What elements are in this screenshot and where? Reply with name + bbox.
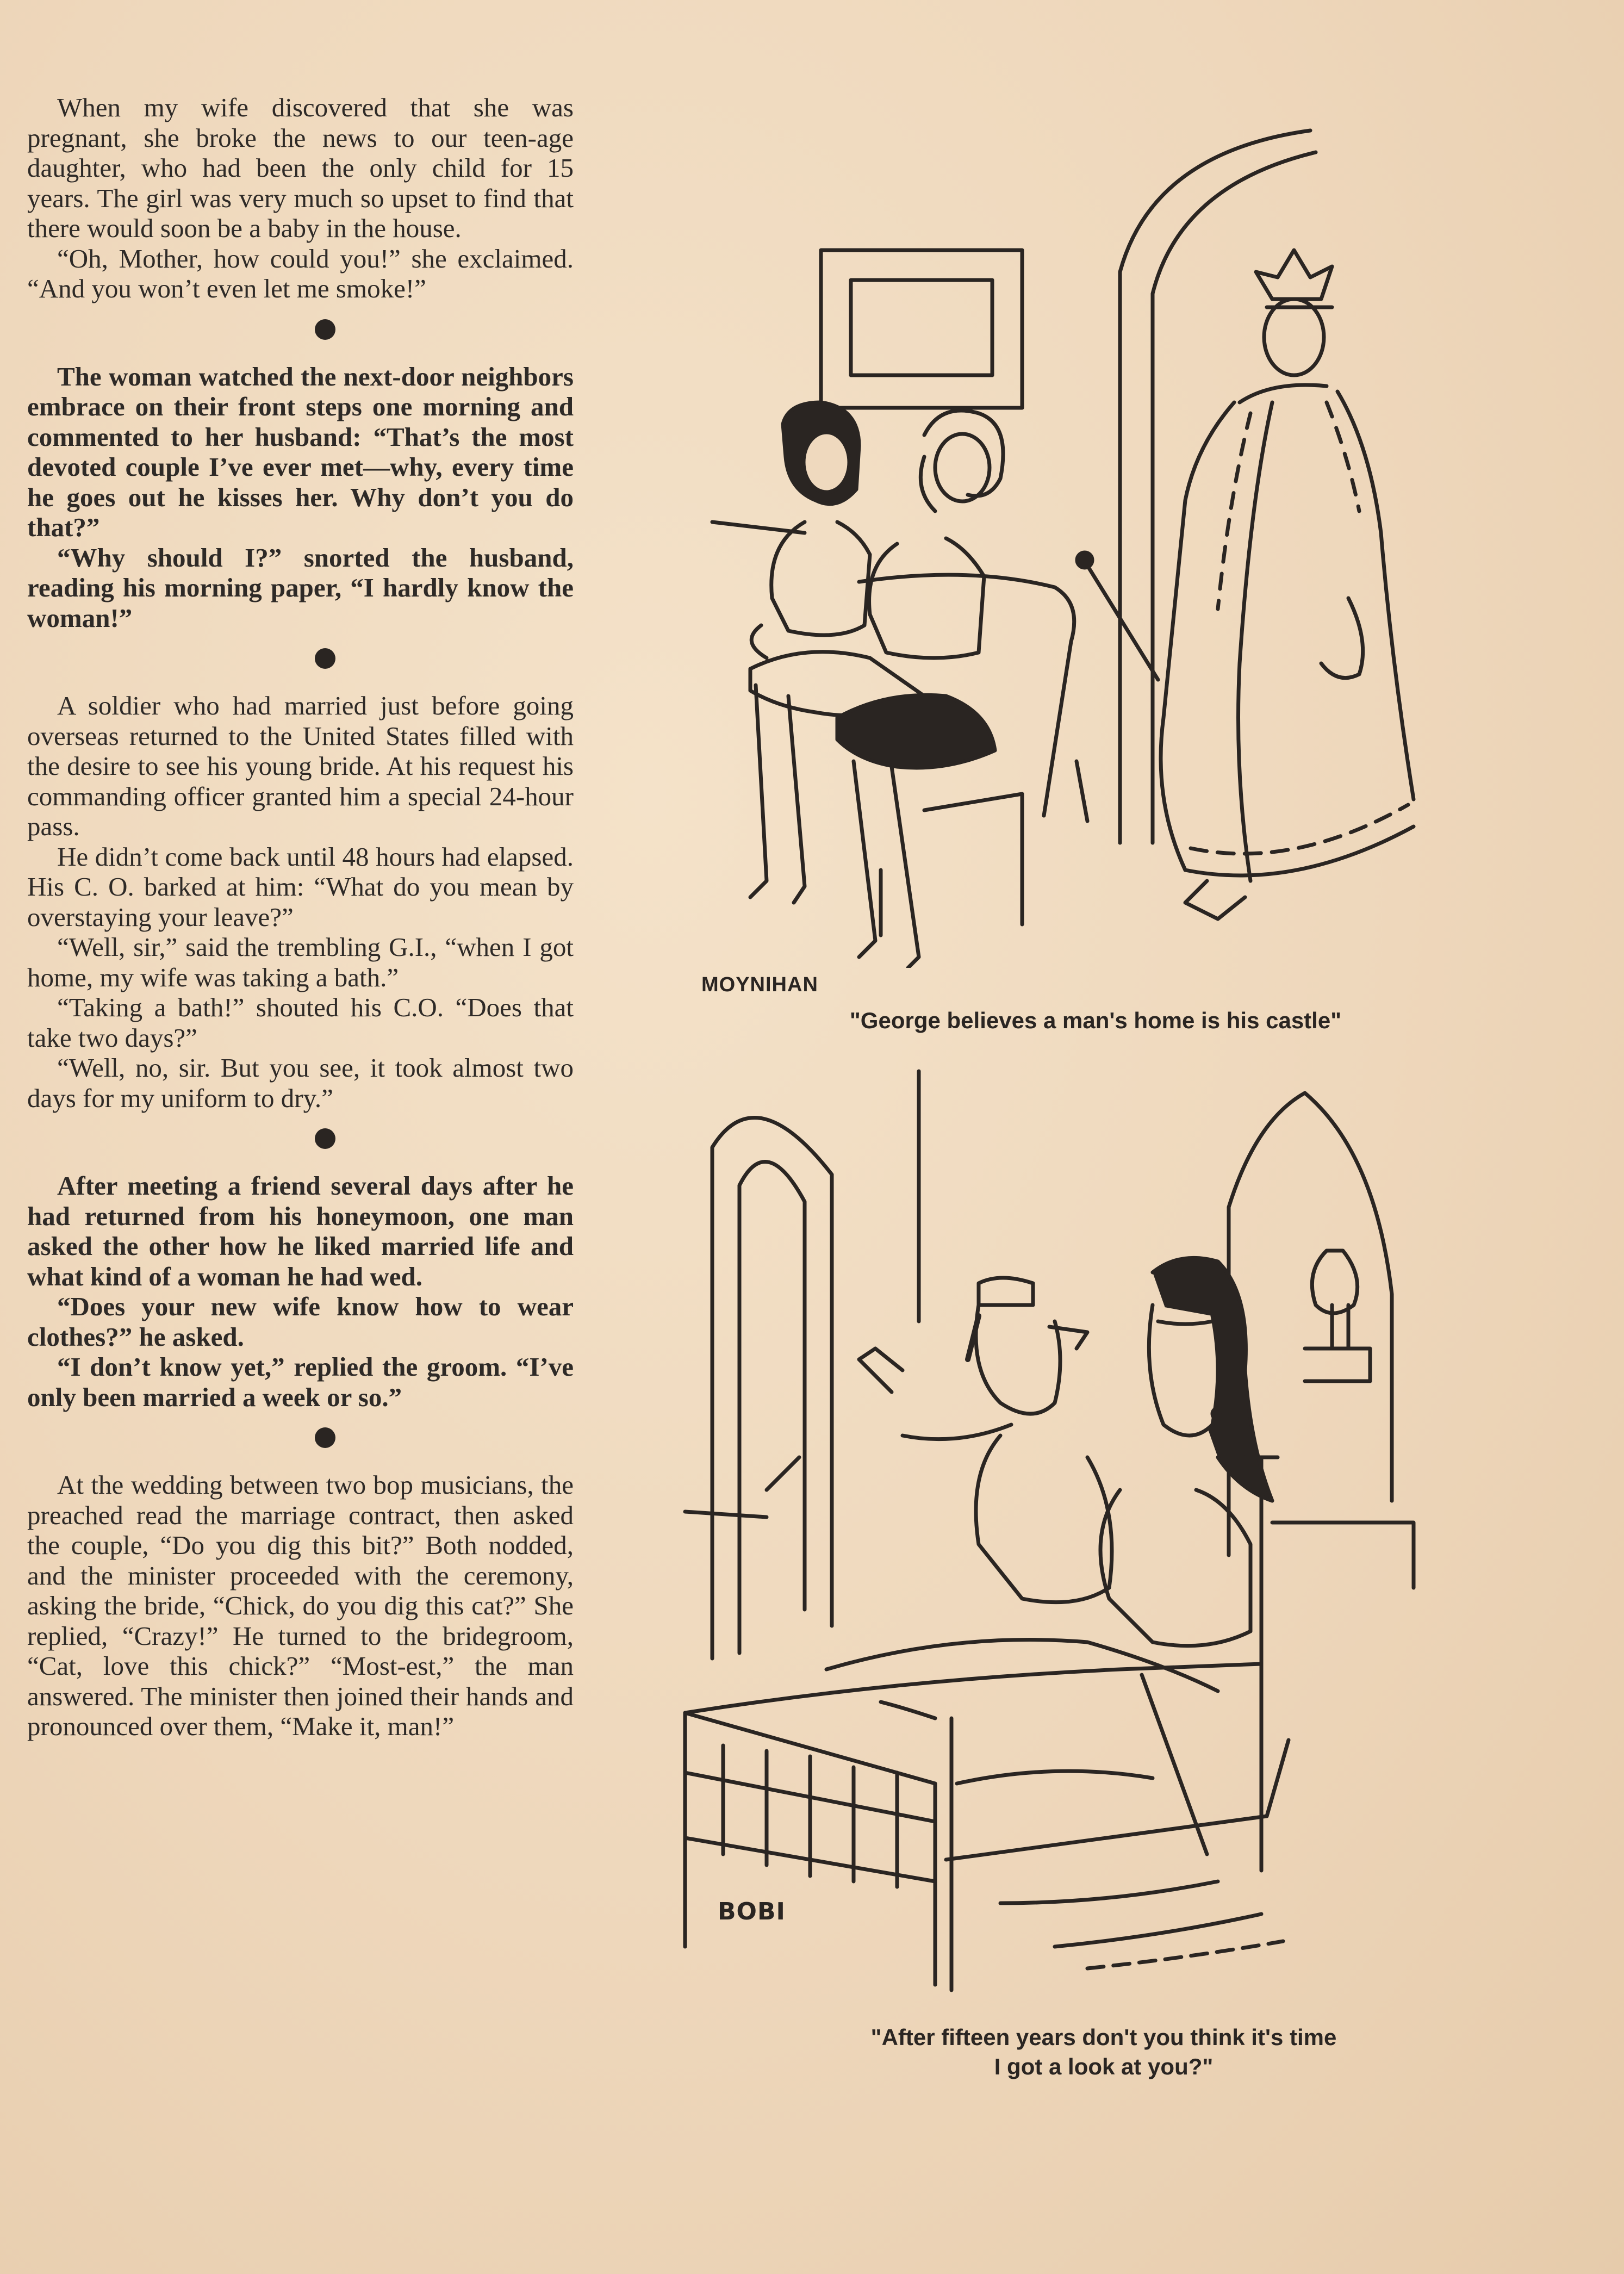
cartoon-caption: "George believes a man's home is his castle": [849, 1008, 1342, 1033]
cartoon-castle: [642, 120, 1430, 968]
paragraph: “Does your new wife know how to wear clothes?” he asked.: [27, 1291, 574, 1352]
separator-bullet-icon: [315, 648, 335, 669]
paragraph: “Oh, Mother, how could you!” she exclaimed. “And you won’t even let me smoke!”: [27, 243, 574, 303]
anecdote-soldier: [27, 691, 574, 1113]
paragraph: “Well, no, sir. But you see, it took almost two days for my uniform to dry.”: [27, 1053, 574, 1113]
paragraph: After meeting a friend several days after he had returned from his honeymoon, one man asked the other how he liked married life and what kind of a woman he had wed.: [27, 1171, 574, 1291]
paragraph: “Taking a bath!” shouted his C.O. “Does that take two days?”: [27, 992, 574, 1053]
paragraph: The woman watched the next-door neighbors embrace on their front steps one morning and commented to her husband: “That’s the most devoted couple I’ve ever met—why, every time he goes out he kisses her. Why don’t you do that?”: [27, 361, 574, 542]
anecdote-devoted-couple: [27, 362, 574, 633]
paragraph: “I don’t know yet,” replied the groom. “I’ve only been married a week or so.”: [27, 1352, 574, 1412]
cartoon-signature: BOBI: [718, 1898, 786, 1925]
caption-line: "After fifteen years don't you think it's time: [870, 2024, 1337, 2050]
jokes-column: [27, 92, 574, 1742]
cartoon-caption: [761, 2023, 1446, 2082]
separator-bullet-icon: [315, 1128, 335, 1149]
separator-bullet-icon: [315, 1427, 335, 1448]
cartoon-veil: [674, 1066, 1435, 2012]
anecdote-pregnant-wife: [27, 92, 574, 304]
caption-line: I got a look at you?": [994, 2054, 1214, 2079]
paragraph: “Why should I?” snorted the husband, reading his morning paper, “I hardly know the woman!”: [27, 542, 574, 633]
anecdote-honeymoon: [27, 1171, 574, 1412]
cartoon-signature: MOYNIHAN: [701, 973, 818, 996]
paragraph: He didn’t come back until 48 hours had elapsed. His C. O. barked at him: “What do you mean by overstaying your leave?”: [27, 841, 574, 932]
anecdote-bop-musicians: [27, 1470, 574, 1742]
paragraph: When my wife discovered that she was pregnant, she broke the news to our teen-age daughter, who had been the only child for 15 years. The girl was very much so upset to find that there would soon be a baby in the house.: [27, 92, 574, 243]
separator-bullet-icon: [315, 319, 335, 340]
paragraph: “Well, sir,” said the trembling G.I., “when I got home, my wife was taking a bath.”: [27, 932, 574, 992]
paragraph: At the wedding between two bop musicians, the preached read the marriage contract, then asked the couple, “Do you dig this bit?” Both nodded, and the minister proceeded with the ceremony, asking the bride, “Chick, do you dig this cat?” She replied, “Crazy!” He turned to the bridegroom, “Cat, love this chick?” “Most-est,” the man answered. The minister then joined their hands and pronounced over them, “Make it, man!”: [27, 1470, 574, 1741]
paragraph: A soldier who had married just before going overseas returned to the United States filled with the desire to see his young bride. At his request his commanding officer granted him a special 24-hour pass.: [27, 691, 574, 841]
